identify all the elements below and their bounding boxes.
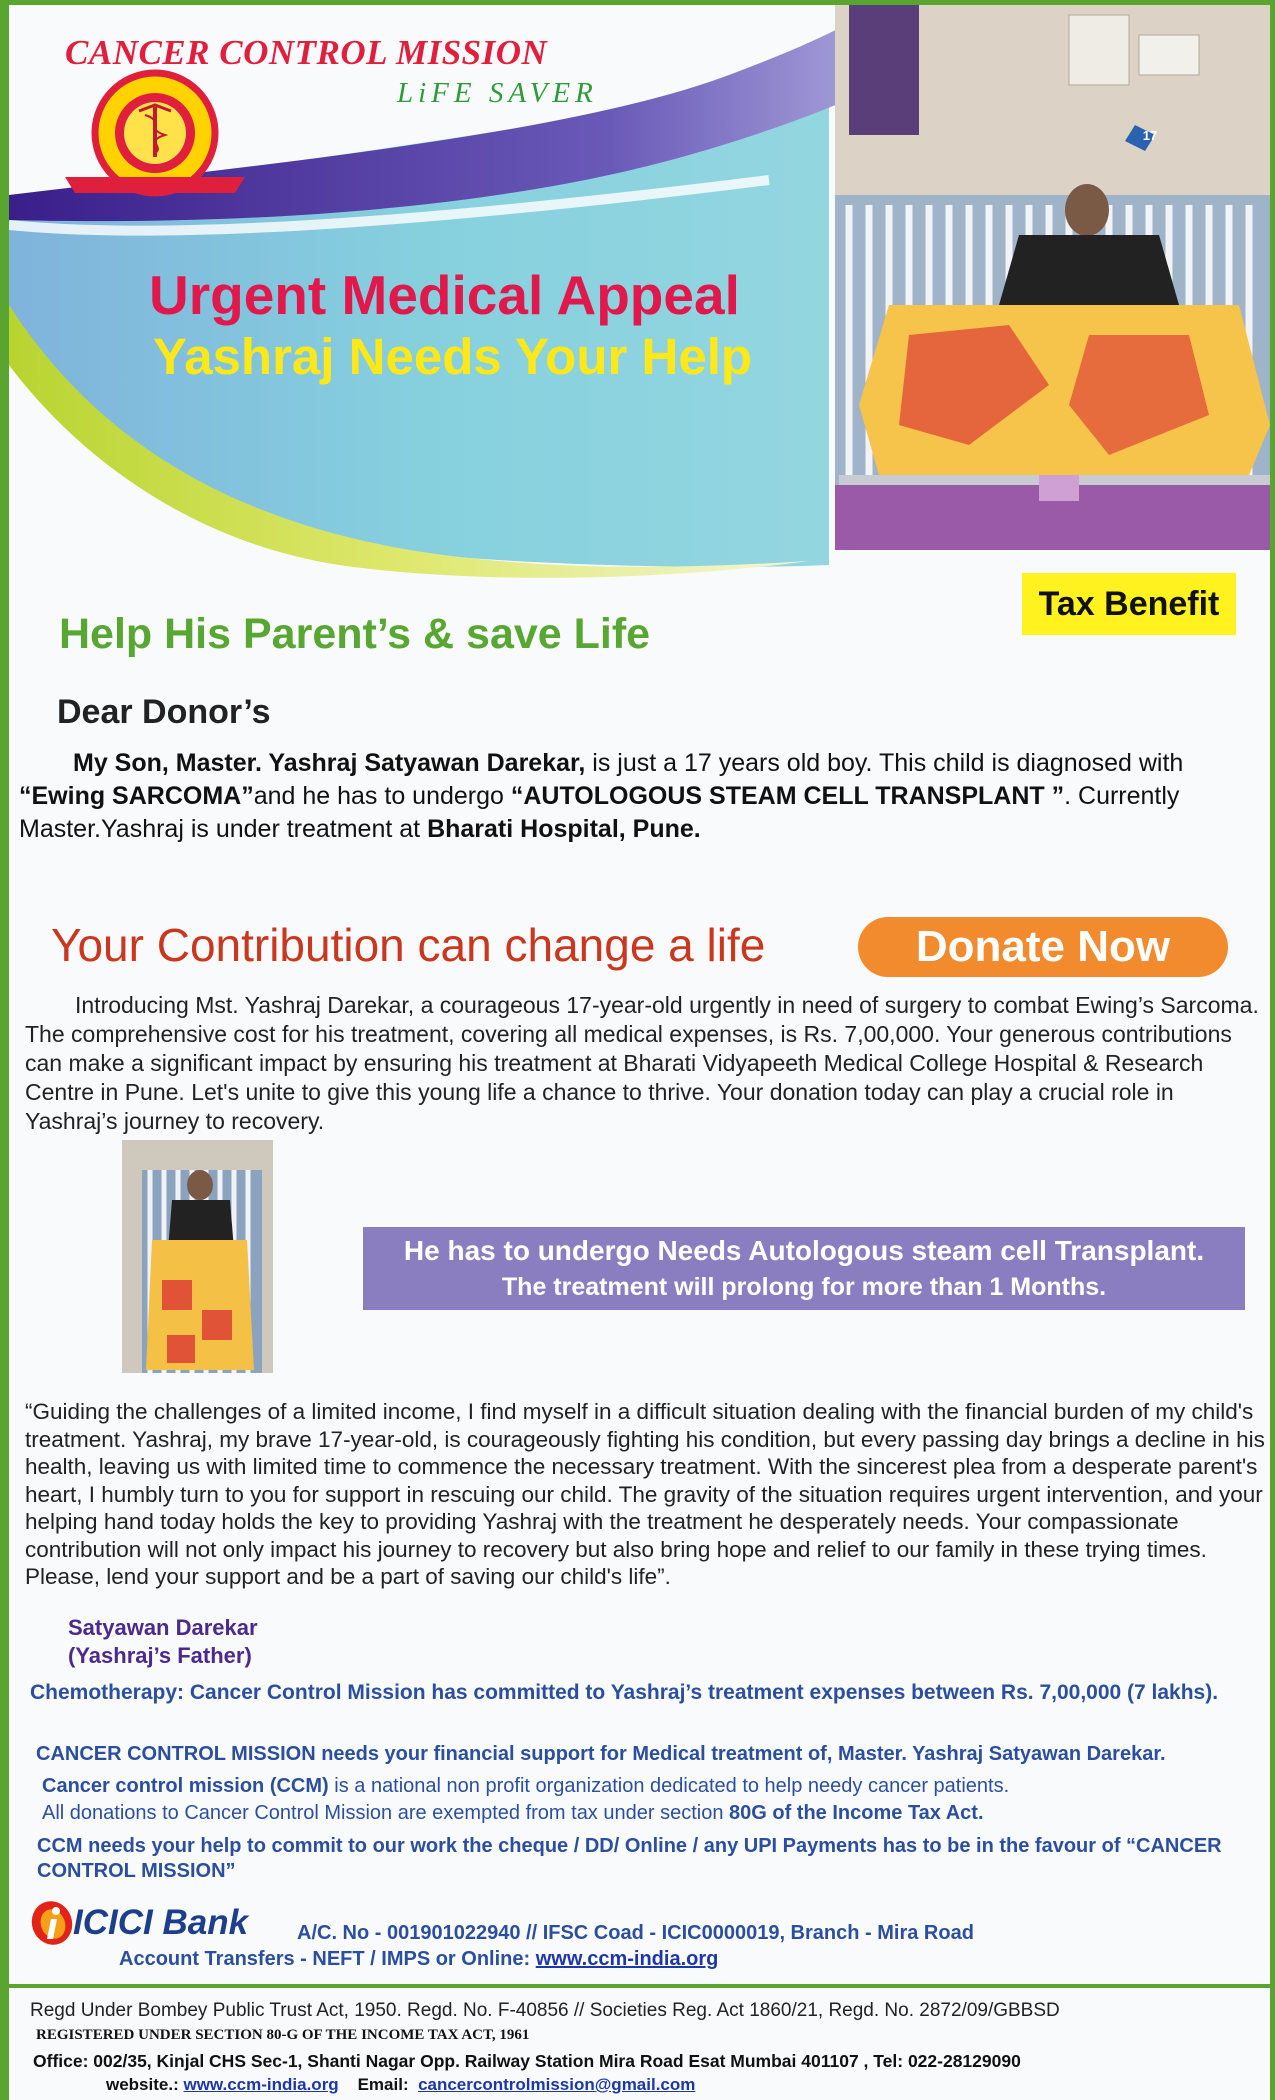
help-heading: Help His Parent’s & save Life bbox=[59, 610, 651, 658]
tax-benefit-badge: Tax Benefit bbox=[1022, 573, 1236, 635]
patient-photo-small bbox=[122, 1140, 273, 1373]
salutation: Dear Donor’s bbox=[57, 693, 271, 731]
bank-name: ICICI Bank bbox=[73, 1903, 249, 1942]
treatment-line-1: He has to undergo Needs Autologous steam cell Transplant. bbox=[403, 1235, 1205, 1266]
donate-now-button[interactable]: Donate Now bbox=[858, 917, 1228, 977]
support-note: CANCER CONTROL MISSION needs your financial support for Medical treatment of, Master. Yashraj Satyawan Darekar. bbox=[36, 1743, 1166, 1765]
org-title: CANCER CONTROL MISSION bbox=[65, 33, 548, 72]
intro-diagnosis: “Ewing SARCOMA” bbox=[19, 782, 254, 810]
patient-photo-main bbox=[835, 5, 1270, 550]
description-paragraph: Introducing Mst. Yashraj Darekar, a courageous 17-year-old urgently in need of surgery to combat Ewing’s Sarcoma. The comprehensive cost for his treatment, covering all medical expenses, is Rs. 7,00,000. Your generous contributions can make a significant impact by ensuring his treatment at Bharati Vidyapeeth Medical College Hospital & Research Centre in Pune. Let's unite to give this young life a chance to thrive. Your donation today can play a crucial role in Yashraj’s journey to recovery. bbox=[25, 992, 1259, 1134]
ccm-tax-exemption: All donations to Cancer Control Mission are exempted from tax under section 80G of the Income Tax Act. bbox=[42, 1802, 984, 1824]
icici-logo-icon bbox=[29, 1897, 75, 1947]
org-tagline: LiFE SAVER bbox=[397, 77, 598, 109]
signature-relation: (Yashraj’s Father) bbox=[68, 1643, 252, 1668]
intro-paragraph: My Son, Master. Yashraj Satyawan Darekar, is just a 17 years old boy. This child is diagnosed with “Ewing SARCOMA”and he has to undergo “AUTOLOGOUS STEAM CELL TRANSPLANT ”. Currently Master.Yashraj is under treatment at Bharati Hospital, Pune. bbox=[19, 749, 1184, 843]
bed-number: 17 bbox=[1142, 128, 1158, 143]
bank-account-details: A/C. No - 001901022940 // IFSC Coad - ICIC0000019, Branch - Mira Road bbox=[297, 1922, 974, 1944]
chemotherapy-note: Chemotherapy: Cancer Control Mission has committed to Yashraj’s treatment expenses between Rs. 7,00,000 (7 lakhs). bbox=[30, 1681, 1219, 1704]
intro-patient-name: My Son, Master. Yashraj Satyawan Darekar, bbox=[73, 749, 586, 777]
payment-note: CCM needs your help to commit to our work the cheque / DD/ Online / any UPI Payments has to be in the favour of “CANCER CONTROL MISSION” bbox=[37, 1835, 1222, 1882]
account-transfers: Account Transfers - NEFT / IMPS or Online: www.ccm-india.org bbox=[119, 1948, 719, 1970]
treatment-info-box bbox=[363, 1227, 1245, 1310]
registration-details: Regd Under Bombey Public Trust Act, 1950. Regd. No. F-40856 // Societies Reg. Act 1860/21, Regd. No. 2872/09/GBBSD bbox=[30, 2000, 1060, 2021]
treatment-line-2: The treatment will prolong for more than 1 Months. bbox=[501, 1273, 1107, 1301]
signature-name: Satyawan Darekar bbox=[68, 1615, 258, 1640]
intro-procedure: “AUTOLOGOUS STEAM CELL TRANSPLANT ” bbox=[510, 782, 1065, 810]
tax-registration: REGISTERED UNDER SECTION 80-G OF THE INCOME TAX ACT, 1961 bbox=[36, 2027, 530, 2043]
footer-website-link[interactable]: www.ccm-india.org bbox=[183, 2075, 339, 2094]
intro-hospital: Bharati Hospital, Pune. bbox=[427, 815, 701, 843]
parent-quote: “Guiding the challenges of a limited income, I find myself in a difficult situation dealing with the financial burden of my child's treatment. Yashraj, my brave 17-year-old, is courageously fighting his condition, but every passing day brings a decline in his health, leaving us with limited time to commence the necessary treatment. With the sincerest plea from a desperate parent's heart, I humbly turn to you for support in rescuing our child. The gravity of the situation requires urgent intervention, and your helping hand today holds the key to providing Yashraj with the treatment he desperately needs. Your compassionate contribution will not only impact his journey to recovery but also bring hope and relief to our family in these trying times. Please, lend your support and be a part of saving our child's life”. bbox=[25, 1399, 1265, 1589]
email-link[interactable]: cancercontrolmission@gmail.com bbox=[418, 2075, 696, 2094]
headline: Urgent Medical Appeal bbox=[149, 264, 740, 326]
website-link[interactable]: www.ccm-india.org bbox=[535, 1948, 719, 1970]
ccm-about: Cancer control mission (CCM) is a national non profit organization dedicated to help needy cancer patients. bbox=[42, 1775, 1010, 1797]
logo-ring-text bbox=[9, 5, 10, 6]
contact-line: website.: www.ccm-india.org Email: cancercontrolmission@gmail.com bbox=[106, 2075, 696, 2094]
office-address: Office: 002/35, Kinjal CHS Sec-1, Shanti Nagar Opp. Railway Station Mira Road Esat Mumbai 401107 , Tel: 022-28129090 bbox=[33, 2051, 1021, 2071]
subheadline: Yashraj Needs Your Help bbox=[153, 328, 753, 385]
contribution-heading: Your Contribution can change a life bbox=[51, 919, 766, 971]
footer-divider bbox=[9, 1984, 1275, 1988]
